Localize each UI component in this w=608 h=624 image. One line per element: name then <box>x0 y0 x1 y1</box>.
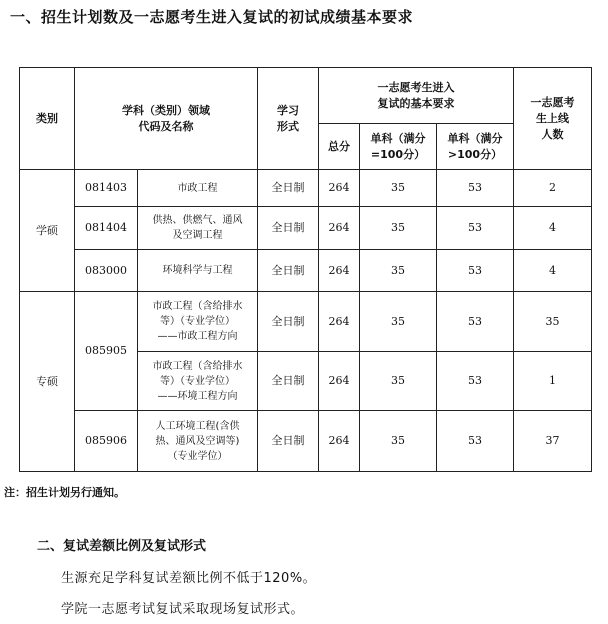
header-field-line1: 学科（类别）领域 <box>122 103 210 117</box>
cell-code: 085906 <box>75 411 138 472</box>
cell-code: 083000 <box>75 250 138 292</box>
cell-total: 264 <box>319 207 360 250</box>
header-single1-line2: =100分） <box>370 147 426 161</box>
cell-name-line: 人工环境工程(含供 <box>155 420 240 432</box>
cell-name <box>138 207 258 250</box>
cell-code: 085905 <box>75 292 138 411</box>
cell-count: 4 <box>514 250 592 292</box>
header-single2-line1: 单科（满分 <box>447 131 503 145</box>
table-row <box>20 250 592 292</box>
cell-single2: 53 <box>437 352 514 411</box>
cell-name-line: 环境科学与工程 <box>162 265 233 276</box>
cell-name-line: ——环境工程方向 <box>157 390 238 402</box>
cell-name-line: 热、通风及空调等) <box>155 435 240 447</box>
cell-single1: 35 <box>360 207 437 250</box>
cell-mode: 全日制 <box>258 250 319 292</box>
table-row <box>20 170 592 207</box>
cell-name <box>138 292 258 352</box>
header-single2-line2: >100分） <box>447 147 503 161</box>
cell-single1: 35 <box>360 411 437 472</box>
cell-count: 2 <box>514 170 592 207</box>
section1-title: 一、招生计划数及一志愿考生进入复试的初试成绩基本要求 <box>10 8 414 26</box>
cell-name-line: ——市政工程方向 <box>157 331 238 342</box>
cell-total: 264 <box>319 250 360 292</box>
header-count <box>514 68 592 170</box>
cell-total: 264 <box>319 352 360 411</box>
cell-count: 37 <box>514 411 592 472</box>
header-total: 总分 <box>319 124 360 170</box>
cell-mode: 全日制 <box>258 170 319 207</box>
header-count-line1: 一志愿考 <box>530 95 575 109</box>
cell-name-line: 等）（专业学位） <box>160 316 235 327</box>
cell-single2: 53 <box>437 292 514 352</box>
cell-single1: 35 <box>360 292 437 352</box>
paragraph-format: 学院一志愿考试复试采取现场复试形式。 <box>61 602 305 617</box>
cell-name <box>138 352 258 411</box>
cell-single2: 53 <box>437 250 514 292</box>
cell-total: 264 <box>319 170 360 207</box>
cell-name-line: 市政工程（含给排水 <box>152 360 243 372</box>
header-count-line3: 人数 <box>541 127 564 141</box>
cell-name-line: 等）（专业学位） <box>160 375 235 387</box>
cell-single1: 35 <box>360 250 437 292</box>
table-row <box>20 411 592 472</box>
header-req-line2: 复试的基本要求 <box>377 96 455 110</box>
cell-mode: 全日制 <box>258 411 319 472</box>
cell-single2: 53 <box>437 207 514 250</box>
cell-mode: 全日制 <box>258 207 319 250</box>
paragraph-ratio: 生源充足学科复试差额比例不低于120%。 <box>61 571 317 586</box>
cell-single2: 53 <box>437 411 514 472</box>
cell-name-line: （专业学位） <box>167 450 228 462</box>
table-note: 注：招生计划另行通知。 <box>4 486 125 499</box>
header-single2 <box>437 124 514 170</box>
cell-name <box>138 411 258 472</box>
cell-name <box>138 250 258 292</box>
cell-name <box>138 170 258 207</box>
cell-single1: 35 <box>360 170 437 207</box>
cell-count: 35 <box>514 292 592 352</box>
cell-name-line: 供热、供燃气、通风 <box>152 215 243 226</box>
header-category: 类别 <box>20 68 75 170</box>
cell-name-line: 市政工程（含给排水 <box>152 301 243 312</box>
header-requirements <box>319 68 514 124</box>
table-row <box>20 207 592 250</box>
header-mode-line1: 学习 <box>277 103 299 117</box>
header-count-line2: 生上线 <box>536 111 570 125</box>
header-field <box>75 68 258 170</box>
cell-total: 264 <box>319 292 360 352</box>
group-professional: 专硕 <box>20 292 75 472</box>
header-mode-line2: 形式 <box>277 119 299 133</box>
cell-code: 081404 <box>75 207 138 250</box>
header-single1-line1: 单科（满分 <box>370 131 426 145</box>
header-mode <box>258 68 319 170</box>
cell-mode: 全日制 <box>258 292 319 352</box>
header-req-line1: 一志愿考生进入 <box>377 80 455 94</box>
cell-total: 264 <box>319 411 360 472</box>
group-academic: 学硕 <box>20 170 75 292</box>
admission-requirements-table <box>19 67 592 472</box>
cell-single2: 53 <box>437 170 514 207</box>
header-field-line2: 代码及名称 <box>138 119 194 133</box>
cell-name-line: 及空调工程 <box>172 230 223 241</box>
section2-title: 二、复试差额比例及复试形式 <box>37 539 207 554</box>
cell-mode: 全日制 <box>258 352 319 411</box>
cell-count: 1 <box>514 352 592 411</box>
header-single1 <box>360 124 437 170</box>
cell-code: 081403 <box>75 170 138 207</box>
table-row <box>20 292 592 352</box>
cell-single1: 35 <box>360 352 437 411</box>
cell-name-line: 市政工程 <box>177 182 218 194</box>
cell-count: 4 <box>514 207 592 250</box>
